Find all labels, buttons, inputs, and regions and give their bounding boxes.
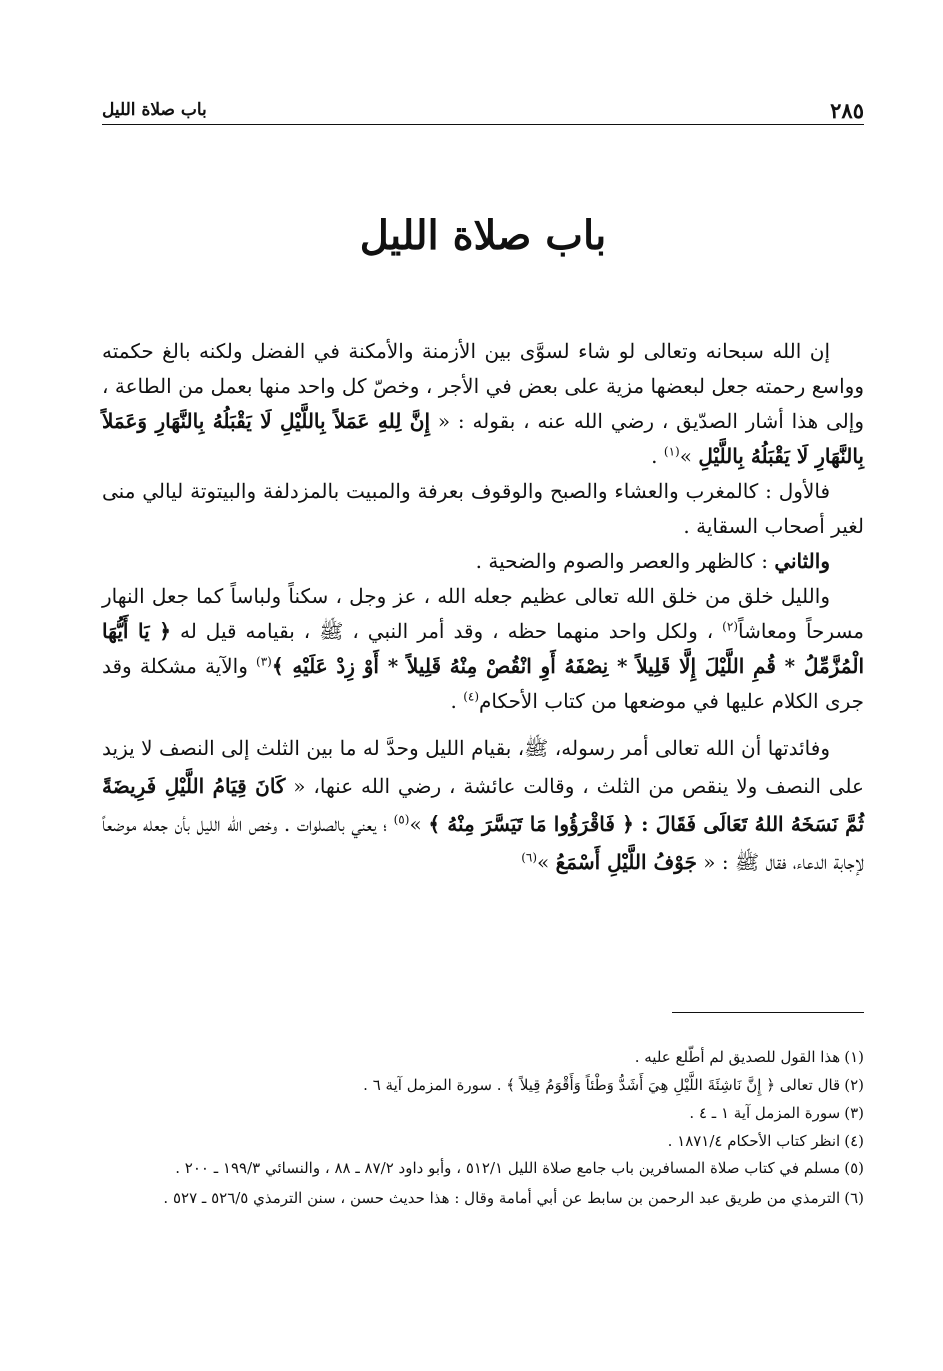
chapter-title: باب صلاة الليل (359, 212, 607, 259)
paragraph-text: ، ولكل واحد منهما حظه ، وقد أمر النبي ، ﷺ ، بقيامه قيل له (171, 619, 723, 643)
page-number: ٢٨٥ (830, 98, 864, 123)
footnote-ref: (٥) (393, 812, 410, 827)
body-text (102, 334, 864, 886)
footnotes-list (102, 1044, 864, 1216)
footnote-item (102, 1100, 864, 1127)
footnote-item (102, 1044, 864, 1071)
paragraph-text: » (537, 850, 556, 874)
footnote-text: هذا القول للصديق لم أطّلع عليه . (634, 1048, 841, 1066)
paragraph-text: . (450, 689, 464, 713)
paragraph-text: » (679, 444, 699, 468)
footnote-marker: (٢) (844, 1076, 864, 1094)
paragraph-night (102, 579, 864, 719)
footnote-separator (672, 1012, 864, 1013)
keyword: والثاني (774, 549, 830, 573)
footnote-text: انظر كتاب الأحكام ١٨٧١/٤ . (667, 1132, 841, 1150)
paragraph-text: فالأول : كالمغرب والعشاء والصبح والوقوف بعرفة والمبيت بالمزدلفة والبيتوتة ليالي منى لغير أصحاب السقاية . (102, 479, 864, 538)
footnote-marker: (٤) (844, 1132, 864, 1150)
quote-text: جَوْفُ اللَّيْلِ أَسْمَعُ (555, 850, 697, 874)
paragraph-intro (102, 334, 864, 474)
paragraph-text: والآية مشكلة وقد جرى الكلام عليها في موضعها من كتاب الأحكام (102, 654, 864, 713)
footnote-item (102, 1072, 864, 1099)
footnote-ref: (٣) (256, 654, 272, 669)
paragraph-second-type (102, 544, 864, 579)
paragraph-text: والليل خلق من خلق الله تعالى عظيم جعله الله ، عز وجل ، سكناً ولباساً كما جعل النهار مسرحاً ومعاشاً (102, 584, 864, 643)
paragraph-text: : كالظهر والعصر والصوم والضحية . (475, 549, 775, 573)
paragraph-benefit (102, 729, 864, 881)
footnote-marker: (١) (844, 1048, 864, 1066)
footnote-item (102, 1156, 864, 1180)
footnote-text: مسلم في كتاب صلاة المسافرين باب جامع صلاة الليل ٥١٢/١ ، وأبو داود ٨٧/٢ ـ ٨٨ ، والنسائي ١٩٩/٣ ـ ٢٠٠ . (175, 1159, 841, 1177)
footnote-ref: (١) (663, 444, 680, 459)
paragraph-first-type (102, 474, 864, 544)
quote-text: كَانَ قِيَامُ اللَّيْلِ فَرِيضَةً ثُمَّ نَسَخَهُ اللهُ تَعَالَى فَقَالَ : ﴿ فَاقْرَؤُوا مَا تَيَسَّرَ مِنْهُ ﴾ (102, 774, 865, 836)
footnote-ref: (٦) (521, 850, 538, 865)
footnote-text: قال تعالى ﴿ إِنَّ نَاشِئَةَ اللَّيْلِ هِيَ أَشَدُّ وَطْئاً وَأَقْوَمُ قِيلاً ﴾ . سورة المزمل آية ٦ . (363, 1076, 841, 1094)
paragraph-text: إن الله سبحانه وتعالى لو شاء لسوَّى بين الأزمنة والأمكنة في الفضل ولكنه بالغ حكمته وواسع رحمته جعل لبعضها مزية على بعض في الأجر ، وخصّ كل واحد منها بعمل من الطاعة ، وإلى هذا أشار الصدّيق ، رضي الله عنه ، بقوله : « (102, 339, 864, 433)
paragraph-text: وفائدتها أن الله تعالى أمر رسوله، ﷺ، بقيام الليل وحدَّ له ما بين الثلث إلى النصف لا يزيد على النصف ولا ينقص من الثلث ، وقالت عائشة ، رضي الله عنها، « (102, 736, 864, 798)
footnote-ref: (٤) (463, 689, 480, 704)
footnote-item (102, 1186, 864, 1210)
paragraph-text: » (409, 812, 429, 836)
footnote-ref: (٢) (722, 619, 738, 634)
footnote-marker: (٣) (844, 1104, 864, 1122)
footnote-marker: (٥) (844, 1159, 864, 1177)
paragraph-text: ؛ يعني بالصلوات . وخص الله الليل بأن جعله موضعاً لإجابة الدعاء، فقال ﷺ : « (102, 812, 864, 874)
footnote-marker: (٦) (844, 1189, 864, 1207)
footnote-text: سورة المزمل آية ١ ـ ٤ . (689, 1104, 841, 1122)
paragraph-text: . (651, 444, 664, 468)
footnote-text: الترمذي من طريق عبد الرحمن بن سابط عن أبي أمامة وقال : هذا حديث حسن ، سنن الترمذي ٥٢٦/٥ ـ ٥٢٧ . (163, 1189, 841, 1207)
header-rule (102, 124, 864, 125)
quote-text: إِنَّ لِلهِ عَمَلاً بِاللَّيْلِ لَا يَقْبَلُهُ بِالنَّهَارِ وَعَمَلاً بِالنَّهَارِ لَا يَقْبَلُهُ بِاللَّيْلِ (102, 409, 864, 468)
footnote-item (102, 1128, 864, 1155)
quran-verse: ﴿ يَا أَيُّهَا الْمُزَّمِّلُ * قُمِ اللَّيْلَ إِلَّا قَلِيلاً * نِصْفَهُ أَوِ انْقُصْ مِنْهُ قَلِيلاً * أَوْ زِدْ عَلَيْهِ ﴾ (102, 619, 864, 678)
running-title: باب صلاة الليل (102, 100, 207, 120)
